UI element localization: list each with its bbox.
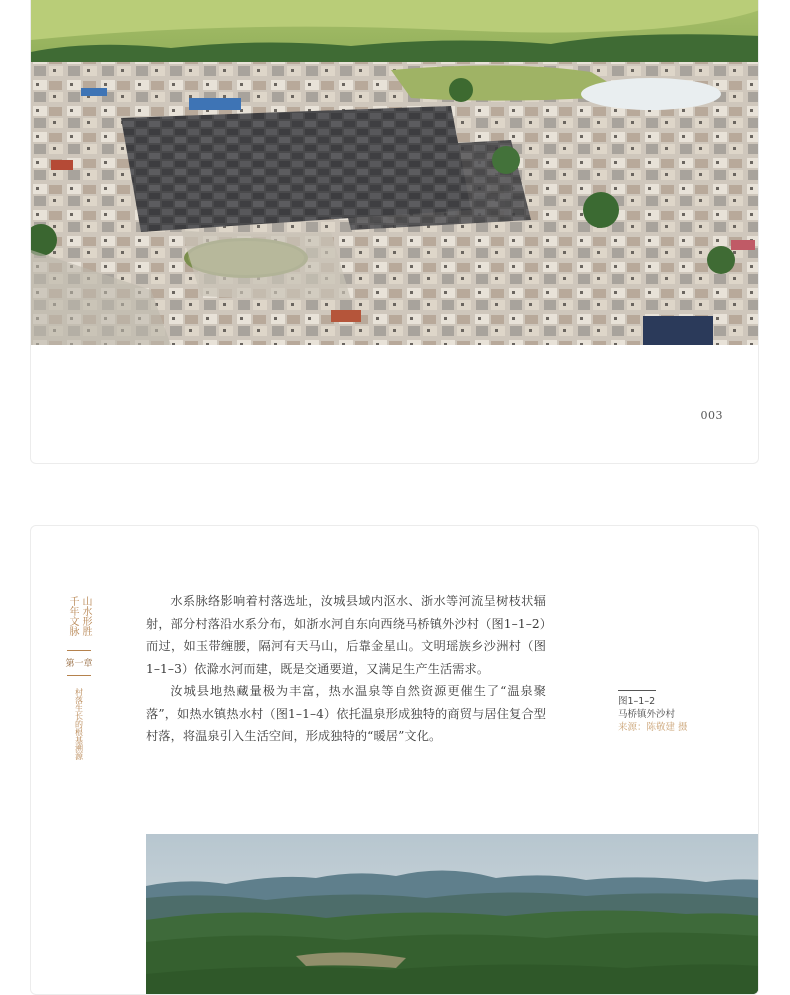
page-number: 003	[700, 409, 723, 422]
caption-title: 马桥镇外沙村	[618, 709, 676, 720]
page-card-003	[30, 0, 759, 464]
chapter-subtitle: 村落生长的根基溯源	[74, 688, 84, 760]
paragraph-2: 汝城县地热藏量极为丰富，热水温泉等自然资源更催生了“温泉聚落”，如热水镇热水村（图1–1–4）依托温泉形成独特的商贸与居住复合型村落，将温泉引入生活空间，形成独特的“暖居”文化。	[146, 684, 546, 743]
paragraph-1: 水系脉络影响着村落选址，汝城县域内沤水、浙水等河流呈树枝状辐射，部分村落沿水系分布，如浙水河自东向西绕马桥镇外沙村（图1–1–2）而过，如玉带缠腰，隔河有天马山，后靠金星山。文明瑶族乡沙洲村（图1–1–3）依滁水河而建，既是交通要道，又满足生产生活需求。	[146, 594, 546, 676]
landscape-photo	[146, 834, 759, 995]
chapter-label: 第一章	[65, 659, 93, 669]
figure-caption	[618, 690, 688, 734]
running-head	[63, 596, 95, 760]
running-head-title-right: 山水形胜	[80, 596, 91, 636]
running-head-rule-top	[67, 650, 91, 651]
caption-rule	[618, 690, 656, 691]
body-text	[146, 590, 546, 748]
running-head-rule-bottom	[67, 675, 91, 676]
caption-number: 图1–1–2	[618, 696, 656, 707]
aerial-village-photo	[31, 0, 759, 345]
running-head-title	[63, 596, 95, 636]
page-card-next	[30, 525, 759, 995]
running-head-title-left: 千年文脉	[67, 596, 78, 636]
caption-source: 来源：陈敬建 摄	[618, 722, 688, 733]
